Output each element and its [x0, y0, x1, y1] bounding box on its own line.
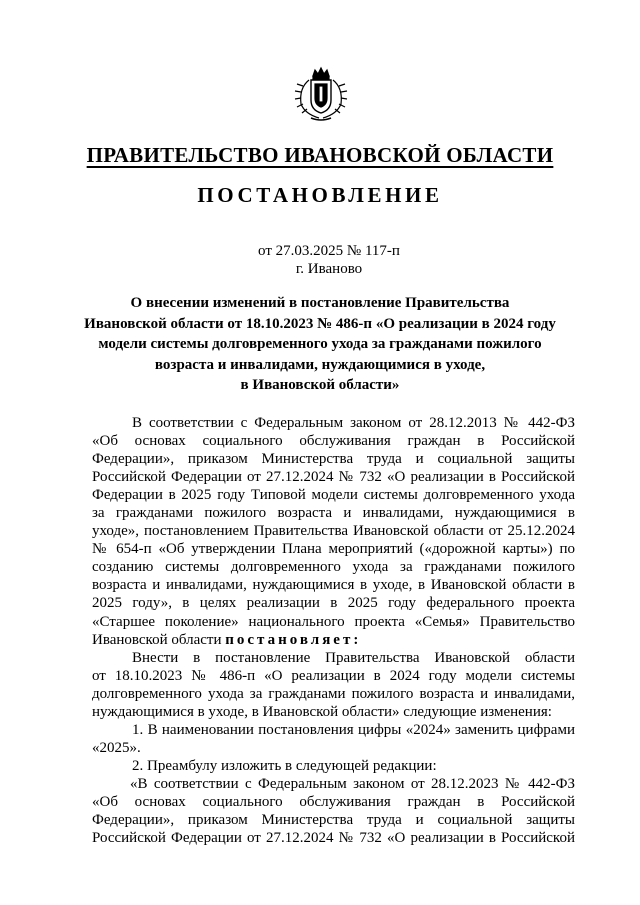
- quote-line: «Об основах социального обслуживания граждан в Российской: [92, 793, 575, 810]
- coat-of-arms-emblem: [291, 66, 351, 124]
- quote-line: «В соответствии с Федеральным законом от 28.12.2023 № 442-ФЗ: [130, 775, 575, 792]
- body-line: от 18.10.2023 № 486-п «О реализации в 2024 году модели системы: [92, 667, 575, 684]
- heading-line: в Ивановской области»: [240, 377, 400, 393]
- heading-line: О внесении изменений в постановление Правительства: [130, 295, 510, 311]
- body-line: Федерации», приказом Министерства труда и социальной защиты: [92, 451, 575, 468]
- heading-line: возраста и инвалидами, нуждающимися в уходе,: [154, 356, 486, 373]
- quote-line: Федерации», приказом Министерства труда и социальной защиты: [92, 812, 575, 829]
- body-line: Внести в постановление Правительства Ивановской области: [132, 649, 575, 666]
- body-line: Ивановской области: [92, 631, 222, 648]
- document-type: ПОСТАНОВЛЕНИЕ: [197, 183, 443, 207]
- document-heading: [60, 293, 580, 396]
- body-line: уходе», постановлением Правительства Ивановской области от 25.12.2024: [92, 523, 575, 540]
- heading-line: модели системы долговременного ухода за гражданами пожилого: [98, 336, 542, 352]
- body-line: № 654-п «Об утверждении Плана мероприятий («дорожной карты») по: [92, 541, 575, 558]
- quote-line: Российской Федерации от 27.12.2024 № 732 «О реализации в Российской: [92, 830, 575, 847]
- body-line: В соответствии с Федеральным законом от 28.12.2013 № 442-ФЗ: [132, 415, 575, 431]
- body-line: долговременного ухода за гражданами пожилого возраста и инвалидами,: [92, 685, 575, 702]
- body-line: Федерации в 2025 году Типовой модели системы долговременного ухода: [92, 487, 575, 504]
- body-line: возраста и инвалидами, нуждающимися в уходе, в Ивановской области в: [92, 577, 575, 594]
- list-item-2: 2. Преамбулу изложить в следующей редакции:: [132, 757, 437, 774]
- government-title-text: ПРАВИТЕЛЬСТВО ИВАНОВСКОЙ ОБЛАСТИ: [86, 143, 554, 167]
- document-body: [92, 414, 575, 847]
- body-line: «Старшее поколение» национального проекта «Семья» Правительство: [92, 613, 575, 630]
- body-line: 2025 году», в целях реализации в 2025 году федерального проекта: [92, 595, 575, 612]
- body-line: нуждающимися в уходе, в Ивановской области» следующие изменения:: [92, 703, 552, 720]
- body-line: Российской Федерации от 27.12.2024 № 732 «О реализации в Российской: [92, 469, 575, 486]
- document-date-number: от 27.03.2025 № 117-п: [258, 243, 400, 259]
- body-line: «Об основах социального обслуживания граждан в Российской: [92, 433, 575, 450]
- body-line: созданию системы долговременного ухода за гражданами пожилого: [92, 559, 575, 576]
- body-line: за гражданами пожилого возраста и инвалидами, нуждающимися в: [92, 505, 575, 522]
- resolves-word: постановляет:: [225, 631, 362, 648]
- body-line: «2025».: [92, 739, 141, 756]
- heading-line: Ивановской области от 18.10.2023 № 486-п «О реализации в 2024 году: [84, 315, 556, 332]
- list-item-1: 1. В наименовании постановления цифры «2024» заменить цифрами: [132, 721, 575, 738]
- government-title: [0, 143, 640, 168]
- resolves-line: [92, 631, 575, 649]
- document-city: г. Иваново: [295, 261, 363, 277]
